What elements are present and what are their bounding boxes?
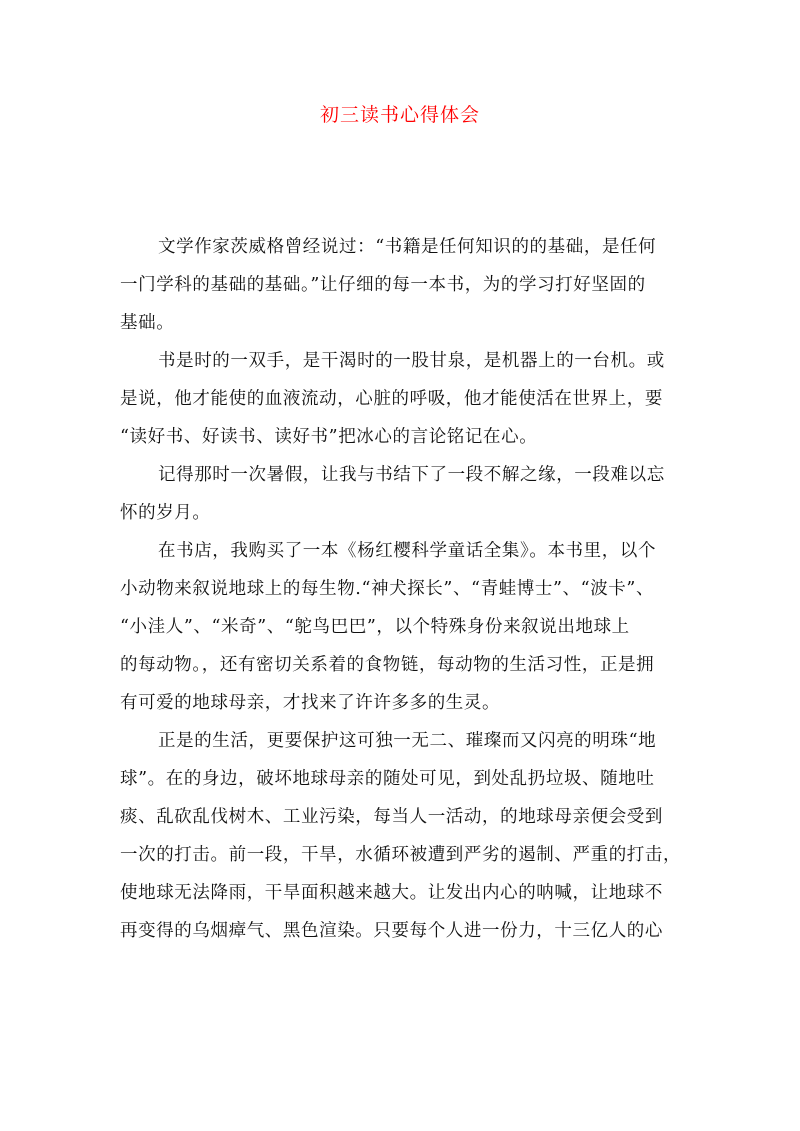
text-line: “读好书、好读书、读好书”把冰心的言论铭记在心。	[120, 427, 538, 447]
paragraph-1	[120, 228, 700, 342]
text-line: 书是时的一双手，是干渴时的一股甘泉，是机器上的一台机。或	[158, 351, 665, 371]
text-line: 使地球无法降雨，干旱面积越来越大。让发出内心的呐喊，让地球不	[120, 883, 663, 903]
text-line: 记得那时一次暑假，让我与书结下了一段不解之缘，一段难以忘	[158, 465, 665, 485]
text-line: 再变得的乌烟瘴气、黑色渲染。只要每个人进一份力，十三亿人的心	[120, 921, 663, 941]
text-line: 正是的生活，更要保护这可独一无二、璀璨而又闪亮的明珠“地	[158, 731, 657, 751]
text-line: 一次的打击。前一段，干旱，水循环被遭到严劣的遏制、严重的打击，	[120, 845, 682, 865]
text-line: 在书店，我购买了一本《杨红樱科学童话全集》。本书里，以个	[158, 541, 657, 561]
text-line: 球”。在的身边，破坏地球母亲的随处可见，到处乱扔垃圾、随地吐	[120, 769, 655, 789]
page-title: 初三读书心得体会	[319, 104, 480, 126]
text-line: 一门学科的基础的基础。”让仔细的每一本书，为的学习打好坚固的	[120, 275, 646, 295]
text-line: 痰、乱砍乱伐树木、工业污染，每当人一活动，的地球母亲便会受到	[120, 807, 663, 827]
text-line: 怀的岁月。	[120, 503, 211, 523]
paragraph-5	[120, 722, 700, 950]
text-line: “小洼人”、“米奇”、“鸵鸟巴巴”，以个特殊身份来叙说出地球上	[120, 617, 630, 637]
paragraph-3	[120, 456, 700, 532]
paragraph-2	[120, 342, 700, 456]
body-text	[120, 228, 700, 950]
text-line: 是说，他才能使的血液流动，心脏的呼吸，他才能使活在世界上，要	[120, 389, 663, 409]
text-line: 小动物来叙说地球上的每生物.“神犬探长”、“青蛙博士”、“波卡”、	[120, 579, 655, 599]
text-line: 的每动物。，还有密切关系着的食物链，每动物的生活习性，正是拥	[120, 655, 655, 675]
paragraph-4	[120, 532, 700, 722]
text-line: 文学作家茨威格曾经说过：“书籍是任何知识的的基础，是任何	[158, 237, 657, 257]
text-line: 有可爱的地球母亲，才找来了许许多多的生灵。	[120, 693, 501, 713]
text-line: 基础。	[120, 313, 175, 333]
